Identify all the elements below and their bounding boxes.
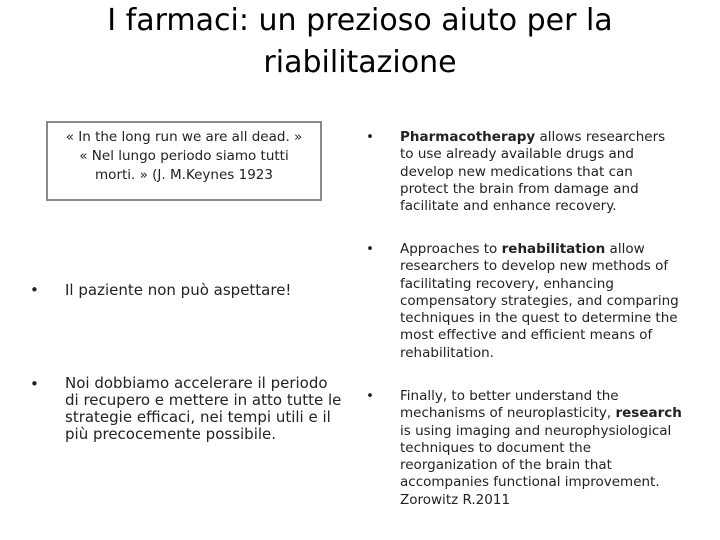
bullet-dot-icon: •: [30, 281, 39, 299]
left-bullet-text: Noi dobbiamo accelerare il periodo di recupero e mettere in atto tutte le strategie efficaci, nei tempi utili e il più precocemente possibile.: [65, 374, 342, 443]
bullet-rest: is using imaging and neurophysiological techniques to document the reorganization of the brain that accompanies functional improvement. Zorowitz R.2011: [400, 422, 672, 508]
bullet-pre: Finally, to better understand the mechanisms of neuroplasticity,: [400, 388, 619, 422]
bold-term: Pharmacotherapy: [400, 129, 536, 145]
bullet-rest: allow researchers to develop new methods of facilitating recovery, enhancing compensatory strategies, and comparing techniques in the quest to determine the most effective and efficient means of rehabilitation.: [400, 241, 679, 361]
right-bullet-text: [400, 129, 682, 215]
quote-line-1: « In the long run we are all dead. »: [65, 129, 303, 145]
slide-title: [40, 0, 680, 84]
left-bullet-text: Il paziente non può aspettare!: [65, 281, 292, 299]
quote-box: [46, 121, 322, 201]
bullet-rest: allows researchers to use already available drugs and develop new medications that can protect the brain from damage and facilitate and enhance recovery.: [400, 129, 666, 215]
slide-title-line2: riabilitazione: [263, 45, 457, 80]
slide-title-line1: I farmaci: un prezioso aiuto per la: [107, 3, 613, 38]
bold-term: rehabilitation: [501, 241, 606, 257]
quote-line-3: morti. » (J. M.Keynes 1923: [95, 167, 273, 183]
right-bullet-text: [400, 241, 682, 362]
bullet-dot-icon: •: [366, 241, 374, 257]
right-bullet-text: [400, 388, 682, 509]
bold-term: research: [615, 405, 682, 422]
bullet-dot-icon: •: [366, 129, 374, 145]
bullet-pre: Approaches to: [400, 241, 502, 257]
bullet-dot-icon: •: [30, 375, 39, 393]
quote-line-2: « Nel lungo periodo siamo tutti: [79, 148, 289, 164]
bullet-dot-icon: •: [366, 388, 374, 404]
